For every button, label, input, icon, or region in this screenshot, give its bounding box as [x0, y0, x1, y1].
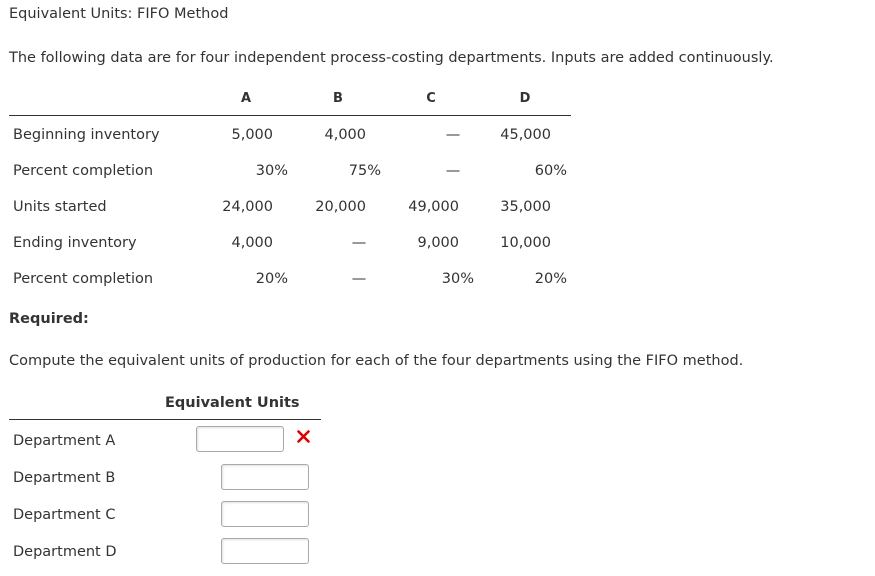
- row-label-department-c: Department C: [13, 507, 116, 523]
- table-cell: 49,000: [408, 199, 459, 215]
- row-label-department-d: Department D: [13, 544, 117, 560]
- department-d-input[interactable]: [221, 538, 309, 564]
- table-cell: —: [351, 235, 367, 251]
- table-cell: 60%: [534, 163, 567, 179]
- table-cell: 20%: [534, 271, 567, 287]
- table-cell: —: [351, 271, 367, 287]
- column-header-c: C: [426, 91, 436, 106]
- department-c-input[interactable]: [221, 501, 309, 527]
- table-cell: 45,000: [500, 127, 551, 143]
- column-header-d: D: [519, 91, 531, 106]
- table-cell: —: [445, 163, 461, 179]
- table-cell: 10,000: [500, 235, 551, 251]
- table-cell: —: [445, 127, 461, 143]
- table-cell: 30%: [255, 163, 288, 179]
- row-label-percent-completion-ending: Percent completion: [13, 271, 154, 287]
- table-cell: 24,000: [222, 199, 273, 215]
- table-cell: 9,000: [417, 235, 459, 251]
- row-label-units-started: Units started: [13, 199, 107, 215]
- answer-header-rule: [9, 419, 321, 420]
- table-cell: 5,000: [231, 127, 273, 143]
- table-cell: 75%: [348, 163, 381, 179]
- table-header-rule: [9, 115, 571, 116]
- incorrect-x-icon: [297, 430, 310, 443]
- row-label-percent-completion: Percent completion: [13, 163, 154, 179]
- table-cell: 35,000: [500, 199, 551, 215]
- table-cell: 30%: [441, 271, 474, 287]
- table-cell: 20%: [255, 271, 288, 287]
- row-label-department-b: Department B: [13, 470, 116, 486]
- equivalent-units-header: Equivalent Units: [165, 395, 300, 411]
- column-header-a: A: [240, 91, 252, 106]
- column-header-b: B: [333, 91, 343, 106]
- row-label-department-a: Department A: [13, 433, 116, 449]
- table-cell: 20,000: [315, 199, 366, 215]
- problem-intro: The following data are for four independent process-costing departments. Inputs are added continuously.: [9, 50, 774, 66]
- required-heading: Required:: [9, 311, 89, 327]
- instruction-text: Compute the equivalent units of production for each of the four departments using the FIFO method.: [9, 353, 744, 369]
- row-label-beginning-inventory: Beginning inventory: [13, 127, 160, 143]
- department-b-input[interactable]: [221, 464, 309, 490]
- page-title: Equivalent Units: FIFO Method: [9, 6, 229, 22]
- table-cell: 4,000: [324, 127, 366, 143]
- table-cell: 4,000: [231, 235, 273, 251]
- department-a-input[interactable]: [196, 426, 284, 452]
- row-label-ending-inventory: Ending inventory: [13, 235, 137, 251]
